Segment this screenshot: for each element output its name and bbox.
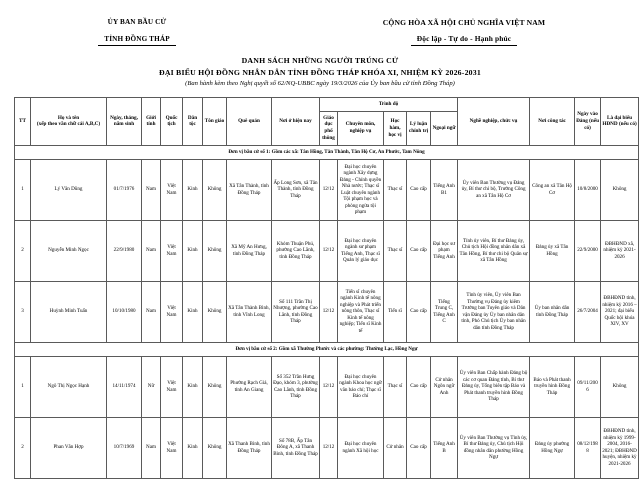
constituency-section-row <box>15 342 639 356</box>
col-gender: Giới tính <box>142 97 161 145</box>
cell-workplace: Công an xã Tân Hộ Cơ <box>530 159 575 220</box>
cell-stt: 2 <box>15 417 31 478</box>
cell-nationality: Việt Nam <box>161 417 183 478</box>
cell-workplace: Đảng ủy phường Hồng Ngự <box>530 417 575 478</box>
cell-stt: 1 <box>15 356 31 417</box>
cell-name: Lý Văn Dũng <box>31 159 107 220</box>
cell-edu-language: Cử nhân Ngôn ngữ Anh <box>431 356 458 417</box>
cell-gender: Nam <box>142 417 161 478</box>
cell-ethnicity: Kinh <box>183 417 203 478</box>
cell-residence: Số 78B, Ấp Tân Đông A, xã Thanh Bình, tỉnh Đồng Tháp <box>272 417 320 478</box>
table-row <box>15 417 639 478</box>
cell-party-date: 09/11/2006 <box>575 356 601 417</box>
cell-edu-political: Cao cấp <box>407 281 431 342</box>
cell-name: Nguyễn Minh Ngọc <box>31 220 107 281</box>
cell-dob: 14/11/1974 <box>107 356 142 417</box>
col-edu-general: Giáo dục phổ thông <box>320 111 338 145</box>
col-dob: Ngày, tháng, năm sinh <box>107 97 142 145</box>
col-name-line1: Họ và tên <box>57 114 80 121</box>
cell-edu-political: Cao cấp <box>407 417 431 478</box>
cell-edu-academic: Thạc sĩ <box>384 356 407 417</box>
table-head <box>15 97 639 145</box>
cell-hometown: Xã Tân Thành, tỉnh Đồng Tháp <box>227 159 272 220</box>
cell-edu-general: 12/12 <box>320 281 338 342</box>
cell-occupation: Tỉnh ủy viên, Ủy viên Ban Thường vụ Đảng ủy kiêm Trưởng ban Tuyên giáo và Dân vận Đảng ủy Ủy ban nhân dân tỉnh, Phó Chủ tịch Ủy ban nhân dân tỉnh Đồng Tháp <box>458 281 530 342</box>
cell-name: Huỳnh Minh Tuấn <box>31 281 107 342</box>
col-edu-professional: Chuyên môn, nghiệp vụ <box>338 111 384 145</box>
cell-edu-general: 12/12 <box>320 356 338 417</box>
cell-name: Ngô Thị Ngọc Hạnh <box>31 356 107 417</box>
cell-residence: Số 111 Trần Thị Nhượng, phường Cao Lãnh, tỉnh Đồng Tháp <box>272 281 320 342</box>
cell-workplace: Báo và Phát thanh truyền hình Đồng Tháp <box>530 356 575 417</box>
cell-edu-academic: Thạc sĩ <box>384 220 407 281</box>
cell-dob: 01/7/1976 <box>107 159 142 220</box>
cell-hometown: Xã Mỹ An Hưng, tỉnh Đồng Tháp <box>227 220 272 281</box>
cell-nationality: Việt Nam <box>161 159 183 220</box>
authority-line-1: ỦY BAN BẦU CỬ <box>107 18 167 26</box>
col-edu-language: Ngoại ngữ <box>431 111 458 145</box>
elected-deputies-table <box>14 97 639 479</box>
cell-edu-professional: Đại học chuyên ngành Khoa học ngữ văn báo chí; Thạc sĩ Báo chí <box>338 356 384 417</box>
cell-workplace: Ủy ban nhân dân tỉnh Đồng Tháp <box>530 281 575 342</box>
cell-religion: Không <box>203 159 227 220</box>
cell-religion: Không <box>203 281 227 342</box>
cell-gender: Nữ <box>142 356 161 417</box>
cell-nationality: Việt Nam <box>161 220 183 281</box>
cell-edu-political: Cao cấp <box>407 220 431 281</box>
cell-name: Phan Văn Hợp <box>31 417 107 478</box>
cell-edu-professional: Đại học chuyên ngành Xã hội học <box>338 417 384 478</box>
constituency-section-row <box>15 145 639 159</box>
col-workplace: Nơi công tác <box>530 97 575 145</box>
table-body <box>15 145 639 478</box>
document-titles <box>14 55 626 88</box>
table-row <box>15 356 639 417</box>
col-ethnicity: Dân tộc <box>183 97 203 145</box>
cell-edu-general: 12/12 <box>320 220 338 281</box>
col-edu-academic: Học hàm, học vị <box>384 111 407 145</box>
document-header <box>14 10 626 46</box>
cell-dob: 10/10/1980 <box>107 281 142 342</box>
cell-hometown: Xã Tân Thành Bình, tỉnh Vĩnh Long <box>227 281 272 342</box>
cell-dob: 10/7/1969 <box>107 417 142 478</box>
cell-hdnd-deputy: ĐBHĐND tỉnh, nhiệm kỳ 2016 – 2021; đại biểu Quốc hội khóa XIV, XV <box>601 281 639 342</box>
table-row <box>15 281 639 342</box>
cell-occupation: Tỉnh ủy viên, Bí thư Đảng ủy, Chủ tịch Hội đồng nhân dân xã Tân Hồng, Bí thư chi bộ Quân sự xã Tân Hồng <box>458 220 530 281</box>
cell-ethnicity: Kinh <box>183 281 203 342</box>
col-hometown: Quê quán <box>227 97 272 145</box>
cell-residence: Ấp Long Sơn, xã Tân Thành, tỉnh Đồng Tháp <box>272 159 320 220</box>
cell-hdnd-deputy: Không <box>601 356 639 417</box>
cell-party-date: 08/12/1988 <box>575 417 601 478</box>
cell-edu-language: Tiếng Anh B1 <box>431 159 458 220</box>
table-row <box>15 220 639 281</box>
cell-residence: Khóm Thuận Phú, phường Cao Lãnh, tỉnh Đồng Tháp <box>272 220 320 281</box>
table-row <box>15 159 639 220</box>
cell-gender: Nam <box>142 281 161 342</box>
cell-hdnd-deputy: ĐBHĐND xã, nhiệm kỳ 2021-2026 <box>601 220 639 281</box>
col-group-level: Trình độ <box>320 97 458 111</box>
header-row-top <box>15 97 639 111</box>
cell-edu-language: Tiếng Anh B <box>431 417 458 478</box>
cell-party-date: 10/8/2000 <box>575 159 601 220</box>
cell-stt: 3 <box>15 281 31 342</box>
cell-gender: Nam <box>142 220 161 281</box>
cell-religion: Không <box>203 356 227 417</box>
motto-line: Độc lập - Tự do - Hạnh phúc <box>411 34 517 46</box>
cell-hdnd-deputy: ĐBHĐND tỉnh, nhiệm kỳ 1999-2004, 2016-2021; ĐBHĐND huyện, nhiệm kỳ 2021-2026 <box>601 417 639 478</box>
issuance-note: (Ban hành kèm theo Nghị quyết số 62/NQ-UBBC ngày 19/3/2026 của Ủy ban bầu cử tỉnh Đồng Tháp) <box>185 80 455 88</box>
col-hdnd-deputy: Là đại biểu HĐND (nếu có) <box>601 97 639 145</box>
cell-edu-professional: Đại học chuyên ngành sư phạm Tiếng Anh, Thạc sĩ Quản lý giáo dục <box>338 220 384 281</box>
cell-edu-academic: Cử nhân <box>384 417 407 478</box>
cell-stt: 2 <box>15 220 31 281</box>
col-party-date: Ngày vào Đảng (nếu có) <box>575 97 601 145</box>
cell-edu-academic: Tiến sĩ <box>384 281 407 342</box>
cell-edu-language: Tiếng Trung C, Tiếng Anh C <box>431 281 458 342</box>
cell-religion: Không <box>203 220 227 281</box>
cell-edu-academic: Thạc sĩ <box>384 159 407 220</box>
cell-edu-political: Cao cấp <box>407 159 431 220</box>
cell-edu-professional: Tiến sĩ chuyên ngành Kinh tế nông nghiệp và Phát triển nông thôn, Thạc sĩ Kinh tế nông nghiệp; Tiến sĩ Kinh tế <box>338 281 384 342</box>
cell-hometown: Phường Rạch Giá, tỉnh An Giang <box>227 356 272 417</box>
cell-hdnd-deputy: Không <box>601 159 639 220</box>
cell-edu-professional: Đại học chuyên ngành Xây dựng Đảng - Chính quyền Nhà nước; Thạc sĩ Luật chuyên ngành Tội phạm học và phòng ngừa tội phạm <box>338 159 384 220</box>
col-occupation: Nghề nghiệp, chức vụ <box>458 97 530 145</box>
cell-gender: Nam <box>142 159 161 220</box>
col-name-line2: (xếp theo vần chữ cái A,B,C) <box>36 121 101 128</box>
page-title: DANH SÁCH NHỮNG NGƯỜI TRÚNG CỬ <box>241 56 399 66</box>
cell-stt: 1 <box>15 159 31 220</box>
cell-edu-political: Cao cấp <box>407 356 431 417</box>
cell-ethnicity: Kinh <box>183 159 203 220</box>
cell-nationality: Việt Nam <box>161 356 183 417</box>
cell-residence: Số 352 Trần Hưng Đạo, khóm 3, phường Cao Lãnh, tỉnh Đồng Tháp <box>272 356 320 417</box>
cell-occupation: Ủy viên Ban Thường vụ Đảng ủy, Bí thư chi bộ, Trưởng Công an xã Tân Hộ Cơ <box>458 159 530 220</box>
cell-party-date: 22/9/2000 <box>575 220 601 281</box>
cell-edu-general: 12/12 <box>320 417 338 478</box>
cell-hometown: Xã Thanh Bình, tỉnh Đồng Tháp <box>227 417 272 478</box>
cell-occupation: Ủy viên Ban Chấp hành Đảng bộ các cơ quan Đảng tỉnh, Bí thư Đảng ủy, Tổng biên tập Báo và Phát thanh truyền hình Đồng Tháp <box>458 356 530 417</box>
col-stt: TT <box>15 97 31 145</box>
constituency-label: Đơn vị bầu cử số 1: Gồm các xã: Tân Hồng, Tân Thành, Tân Hộ Cơ, An Phước, Tam Nông <box>15 145 639 159</box>
cell-occupation: Ủy viên Ban Thường vụ Tỉnh ủy, Bí thư Đảng ủy, Chủ tịch Hội đồng nhân dân phường Hồng Ngự <box>458 417 530 478</box>
cell-dob: 22/9/1980 <box>107 220 142 281</box>
country-name: CỘNG HÒA XÃ HỘI CHỦ NGHĨA VIỆT NAM <box>382 18 546 27</box>
cell-edu-general: 12/12 <box>320 159 338 220</box>
col-name <box>31 97 107 145</box>
cell-religion: Không <box>203 417 227 478</box>
authority-line-2: TỈNH ĐỒNG THÁP <box>98 35 175 47</box>
col-residence: Nơi ở hiện nay <box>272 97 320 145</box>
cell-ethnicity: Kinh <box>183 220 203 281</box>
page-subtitle: ĐẠI BIỂU HỘI ĐỒNG NHÂN DÂN TỈNH ĐỒNG THÁP KHÓA XI, NHIỆM KỲ 2026-2031 <box>159 67 481 77</box>
cell-workplace: Đảng ủy xã Tân Hồng <box>530 220 575 281</box>
cell-ethnicity: Kinh <box>183 356 203 417</box>
cell-edu-language: Đại học sư phạm Tiếng Anh <box>431 220 458 281</box>
national-motto <box>302 18 626 46</box>
cell-nationality: Việt Nam <box>161 281 183 342</box>
issuing-authority <box>32 18 242 46</box>
cell-party-date: 26/7/2004 <box>575 281 601 342</box>
col-edu-political: Lý luận chính trị <box>407 111 431 145</box>
col-nationality: Quốc tịch <box>161 97 183 145</box>
constituency-label: Đơn vị bầu cử số 2: Gồm xã Thường Phước và các phường: Thường Lạc, Hồng Ngự <box>15 342 639 356</box>
col-religion: Tôn giáo <box>203 97 227 145</box>
